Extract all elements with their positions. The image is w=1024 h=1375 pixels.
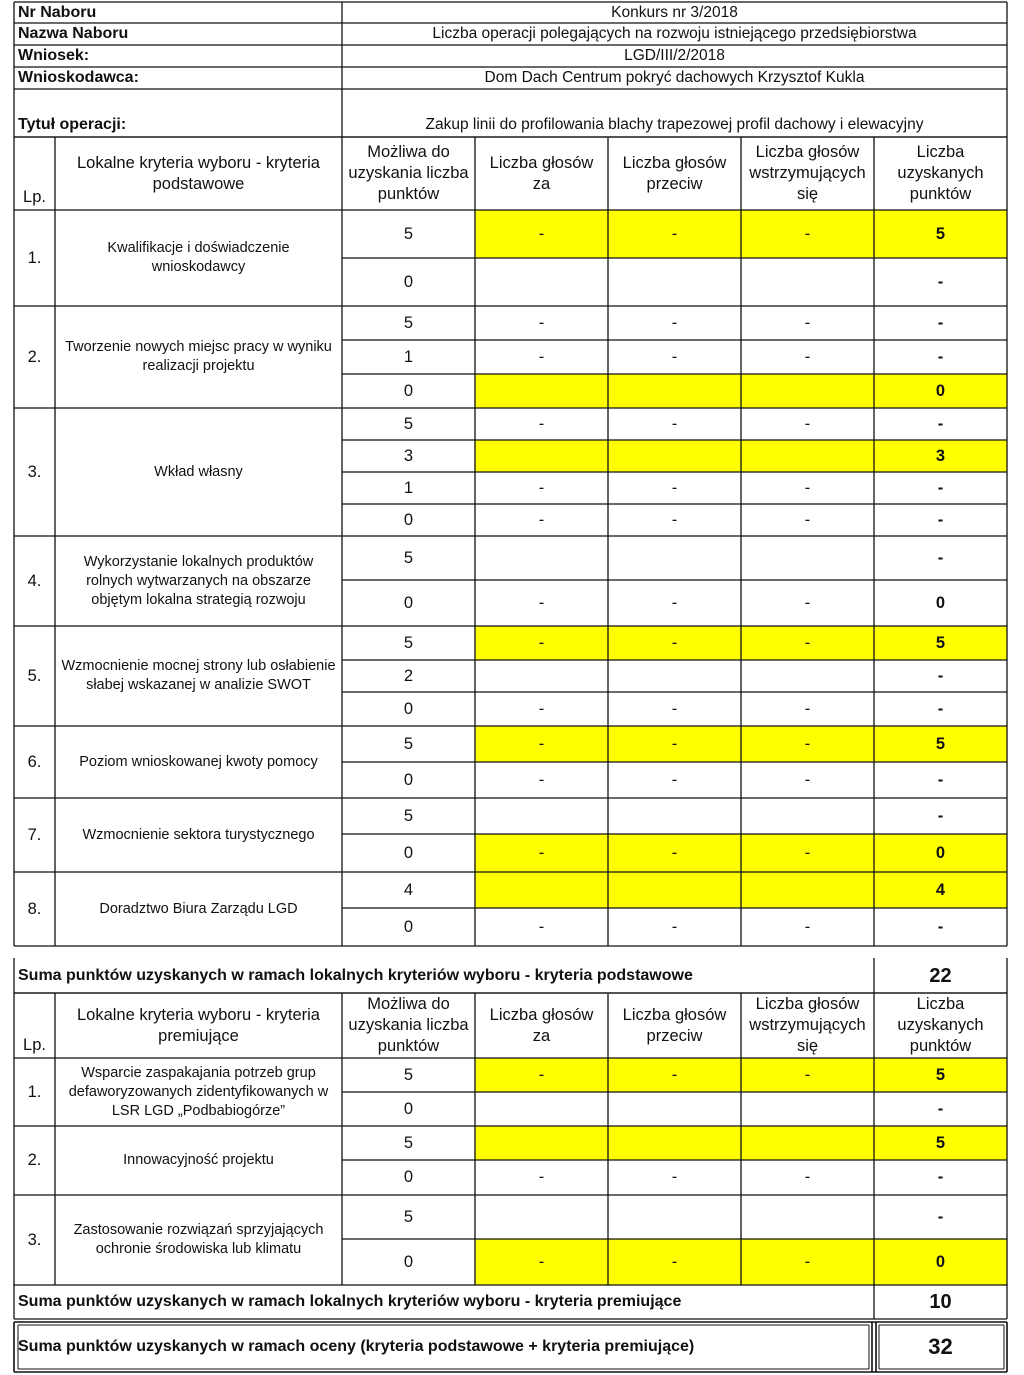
row-wniosek [14,45,1007,67]
possible-points-cell: 0 [403,917,414,936]
possible-points-cell: 0 [403,699,414,718]
votes-for-cell [475,374,608,408]
criterion-lp: 7. [27,825,42,844]
possible-points-cell: 3 [403,446,414,465]
criterion-name: Innowacyjność projektu [123,1152,274,1168]
votes-abstain-cell: - [741,626,874,660]
wniosek-label: Wniosek: [18,47,90,64]
possible-points-cell: 5 [403,414,414,433]
votes-for-cell: - [538,347,545,366]
criterion-name: Wzmocnienie mocnej strony lub osłabienie słabej wskazanej w analizie SWOT [61,658,336,693]
nr-naboru-value: Konkurs nr 3/2018 [611,3,738,21]
votes-for-cell [475,872,608,908]
score-row [342,762,1007,798]
votes-for-cell: - [538,593,545,612]
basic-criterion-7 [14,798,1007,872]
obtained-points-cell: 0 [874,834,1007,872]
criterion-name: Kwalifikacje i doświadczenie wnioskodawcy [107,240,290,275]
score-row [342,440,1007,472]
possible-points-cell: 0 [403,593,414,612]
votes-for-cell: - [538,917,545,936]
wnioskodawca-value: Dom Dach Centrum pokryć dachowych Krzysztof Kukla [484,69,865,86]
votes-abstain-cell: - [741,1058,874,1092]
obtained-points-cell: - [937,1168,944,1186]
possible-points-cell: 0 [403,510,414,529]
obtained-points-cell: - [937,806,944,825]
wnioskodawca-label: Wnioskodawca: [18,69,139,86]
obtained-points-cell: 0 [874,374,1007,408]
possible-points-cell: 1 [403,347,414,366]
obtained-points-cell: 5 [874,1058,1007,1092]
score-row [342,1092,1007,1126]
votes-abstain-cell: - [804,593,811,612]
votes-against-cell [608,374,741,408]
possible-points-cell: 5 [403,224,414,243]
obtained-points-cell: 4 [874,872,1007,908]
score-row [342,1239,1007,1285]
premium-criterion-1 [14,1058,1007,1126]
possible-points-cell: 5 [403,633,414,652]
obtained-points-cell: 3 [874,440,1007,472]
score-row [342,1126,1007,1160]
votes-abstain-cell [741,1195,874,1239]
possible-points-cell: 0 [403,272,414,291]
score-row [342,210,1007,258]
score-row [342,726,1007,762]
votes-abstain-cell: - [741,210,874,258]
score-row [342,1195,1007,1239]
obtained-points-cell: - [937,548,944,567]
criterion-name: Poziom wnioskowanej kwoty pomocy [79,753,318,770]
votes-abstain-cell: - [804,414,811,433]
votes-against-cell [608,798,741,834]
votes-against-cell: - [671,347,678,366]
nr-naboru-label: Nr Naboru [18,3,97,21]
votes-abstain-cell: - [804,510,811,529]
obtained-points-cell: - [937,414,944,433]
obtained-points-cell: - [937,478,944,497]
votes-abstain-cell: - [804,313,811,332]
tytul-operacji-label: Tytuł operacji: [18,116,127,133]
votes-for-cell: - [475,834,608,872]
votes-for-cell: - [538,313,545,332]
col-lp-premium: Lp. [23,1036,46,1054]
basic-criterion-1 [14,210,1007,306]
votes-for-cell: - [538,414,545,433]
votes-abstain-cell: - [741,726,874,762]
votes-abstain-cell: - [804,1168,811,1186]
premium-sum-row [14,1284,1007,1319]
votes-for-cell: - [475,726,608,762]
votes-for-cell: - [475,1239,608,1285]
votes-abstain-cell [741,536,874,580]
votes-against-cell: - [608,1239,741,1285]
score-row [342,258,1007,306]
premium-column-header [14,993,1007,1058]
criterion-lp: 6. [27,752,42,771]
votes-against-cell [608,660,741,692]
total-sum-row [14,1322,1007,1372]
votes-against-cell: - [608,726,741,762]
basic-criterion-8 [14,872,1007,946]
possible-points-cell: 0 [403,1252,414,1271]
votes-abstain-cell: - [804,699,811,718]
obtained-points-cell: 0 [935,593,946,612]
criterion-lp: 3. [27,462,42,481]
votes-abstain-cell: - [804,770,811,789]
obtained-points-cell: - [937,917,944,936]
basic-sum-value: 22 [929,964,952,987]
obtained-points-cell: - [937,1207,944,1226]
votes-against-cell: - [608,626,741,660]
votes-against-cell [608,440,741,472]
basic-criterion-5 [14,626,1007,726]
tytul-operacji-value: Zakup linii do profilowania blachy trapezowej profil dachowy i elewacyjny [425,116,924,133]
votes-for-cell [475,258,608,306]
score-row [342,1160,1007,1195]
votes-for-cell [475,1092,608,1126]
score-row [342,834,1007,872]
obtained-points-cell: 5 [874,726,1007,762]
votes-against-cell [608,1126,741,1160]
score-row [342,340,1007,374]
criterion-lp: 5. [27,666,42,685]
row-wnioskodawca [14,67,1007,89]
premium-sum-value: 10 [929,1290,952,1313]
criterion-name: Wkład własny [154,463,243,480]
premium-criterion-2 [14,1126,1007,1195]
votes-abstain-cell: - [804,917,811,936]
possible-points-cell: 5 [403,734,414,753]
score-row [342,660,1007,692]
possible-points-cell: 5 [403,548,414,567]
premium-sum-label: Suma punktów uzyskanych w ramach lokalnych kryteriów wyboru - kryteria premiujące [18,1292,682,1310]
criterion-name: Wzmocnienie sektora turystycznego [82,826,315,843]
votes-abstain-cell [741,798,874,834]
possible-points-cell: 5 [403,313,414,332]
votes-for-cell: - [475,1058,608,1092]
row-nazwa-naboru [14,23,1007,45]
obtained-points-cell: 5 [874,210,1007,258]
votes-against-cell: - [671,699,678,718]
col-possible-premium: Możliwa do uzyskania liczba punktów [348,995,469,1055]
obtained-points-cell: - [937,699,944,718]
criterion-name: Doradztwo Biura Zarządu LGD [99,900,298,917]
votes-against-cell: - [671,510,678,529]
score-row [342,472,1007,504]
col-votes-for-premium: Liczba głosów za [489,1005,594,1045]
votes-abstain-cell [741,660,874,692]
total-sum-label: Suma punktów uzyskanych w ramach oceny (kryteria podstawowe + kryteria premiujące) [18,1338,695,1355]
possible-points-cell: 2 [403,666,414,685]
votes-against-cell: - [608,210,741,258]
possible-points-cell: 0 [403,770,414,789]
score-row [342,626,1007,660]
basic-criterion-3 [14,408,1007,536]
votes-abstain-cell: - [741,834,874,872]
col-votes-abstain-premium: Liczba głosów wstrzymujących się [749,995,866,1055]
votes-for-cell [475,660,608,692]
possible-points-cell: 1 [403,478,414,497]
score-row [342,908,1007,946]
obtained-points-cell: 5 [874,626,1007,660]
score-row [342,536,1007,580]
basic-criterion-2 [14,306,1007,408]
votes-for-cell: - [538,770,545,789]
criterion-name: Zastosowanie rozwiązań sprzyjających ochronie środowiska lub klimatu [73,1222,324,1257]
score-row [342,872,1007,908]
basic-sum-label: Suma punktów uzyskanych w ramach lokalnych kryteriów wyboru - kryteria podstawowe [18,966,693,984]
votes-against-cell: - [671,1168,678,1186]
votes-against-cell: - [608,1058,741,1092]
criterion-lp: 2. [27,1151,42,1169]
col-criteria-premium: Lokalne kryteria wyboru - kryteria premiujące [76,1005,320,1045]
votes-for-cell [475,798,608,834]
criterion-lp: 1. [27,1082,42,1101]
obtained-points-cell: - [937,666,944,685]
votes-abstain-cell: - [741,1239,874,1285]
votes-against-cell: - [671,414,678,433]
votes-abstain-cell: - [804,478,811,497]
possible-points-cell: 4 [403,880,414,899]
wniosek-value: LGD/III/2/2018 [624,47,725,64]
score-row [342,504,1007,536]
nazwa-naboru-value: Liczba operacji polegających na rozwoju istniejącego przedsiębiorstwa [432,25,917,42]
votes-against-cell [608,872,741,908]
votes-against-cell [608,1092,741,1126]
votes-against-cell: - [671,593,678,612]
votes-against-cell: - [671,770,678,789]
score-row [342,408,1007,440]
basic-criterion-4 [14,536,1007,626]
votes-against-cell [608,536,741,580]
score-row [342,1058,1007,1092]
total-sum-value: 32 [928,1334,953,1359]
premium-criterion-3 [14,1195,1007,1285]
col-possible: Możliwa do uzyskania liczba punktów [348,143,469,203]
criterion-name: Tworzenie nowych miejsc pracy w wyniku realizacji projektu [65,339,332,374]
possible-points-cell: 5 [403,806,414,825]
basic-sum-row [14,958,1007,993]
criterion-lp: 2. [27,347,42,366]
col-votes-abstain: Liczba głosów wstrzymujących się [749,143,866,203]
possible-points-cell: 5 [403,1065,414,1084]
col-votes-against: Liczba głosów przeciw [622,153,727,193]
row-tytul-operacji [14,89,1007,137]
votes-abstain-cell [741,872,874,908]
criterion-name: Wykorzystanie lokalnych produktów rolnych wytwarzanych na obszarze objętym lokalna strategią rozwoju [83,553,314,608]
col-votes-for: Liczba głosów za [489,153,594,193]
obtained-points-cell: 0 [874,1239,1007,1285]
obtained-points-cell: - [937,770,944,789]
votes-abstain-cell [741,1126,874,1160]
votes-against-cell: - [608,834,741,872]
votes-against-cell [608,258,741,306]
votes-for-cell: - [538,478,545,497]
possible-points-cell: 5 [403,1133,414,1152]
criterion-lp: 1. [27,248,42,267]
obtained-points-cell: - [937,347,944,366]
col-lp: Lp. [23,188,46,206]
basic-criterion-6 [14,726,1007,798]
possible-points-cell: 0 [403,843,414,862]
possible-points-cell: 5 [403,1207,414,1226]
votes-for-cell: - [475,210,608,258]
votes-for-cell [475,1126,608,1160]
votes-for-cell: - [538,699,545,718]
votes-against-cell: - [671,313,678,332]
col-points: Liczba uzyskanych punktów [897,143,984,203]
score-row [342,798,1007,834]
votes-for-cell [475,440,608,472]
obtained-points-cell: - [937,510,944,529]
votes-abstain-cell [741,440,874,472]
votes-abstain-cell [741,258,874,306]
score-row [342,306,1007,340]
criterion-lp: 3. [27,1230,42,1249]
votes-abstain-cell [741,1092,874,1126]
obtained-points-cell: - [937,1099,944,1118]
votes-for-cell: - [538,1168,545,1186]
votes-against-cell [608,1195,741,1239]
possible-points-cell: 0 [403,381,414,400]
row-nr-naboru [14,2,1007,23]
criterion-name: Wsparcie zaspakajania potrzeb grup defaworyzowanych zidentyfikowanych w LSR LGD „Podbabiogórze” [68,1064,329,1119]
score-row [342,580,1007,626]
nazwa-naboru-label: Nazwa Naboru [18,25,129,42]
votes-abstain-cell [741,374,874,408]
col-votes-against-premium: Liczba głosów przeciw [622,1005,727,1045]
basic-column-header [14,137,1007,210]
votes-against-cell: - [671,917,678,936]
votes-against-cell: - [671,478,678,497]
possible-points-cell: 0 [403,1099,414,1118]
criterion-lp: 4. [27,571,42,590]
score-row [342,374,1007,408]
score-row [342,692,1007,726]
possible-points-cell: 0 [403,1168,414,1186]
obtained-points-cell: - [937,272,944,291]
criterion-lp: 8. [27,899,42,918]
votes-abstain-cell: - [804,347,811,366]
col-criteria-basic: Lokalne kryteria wyboru - kryteria podstawowe [76,153,320,193]
votes-for-cell: - [538,510,545,529]
votes-for-cell [475,536,608,580]
col-points-premium: Liczba uzyskanych punktów [897,995,984,1055]
obtained-points-cell: 5 [874,1126,1007,1160]
obtained-points-cell: - [937,313,944,332]
votes-for-cell: - [475,626,608,660]
votes-for-cell [475,1195,608,1239]
